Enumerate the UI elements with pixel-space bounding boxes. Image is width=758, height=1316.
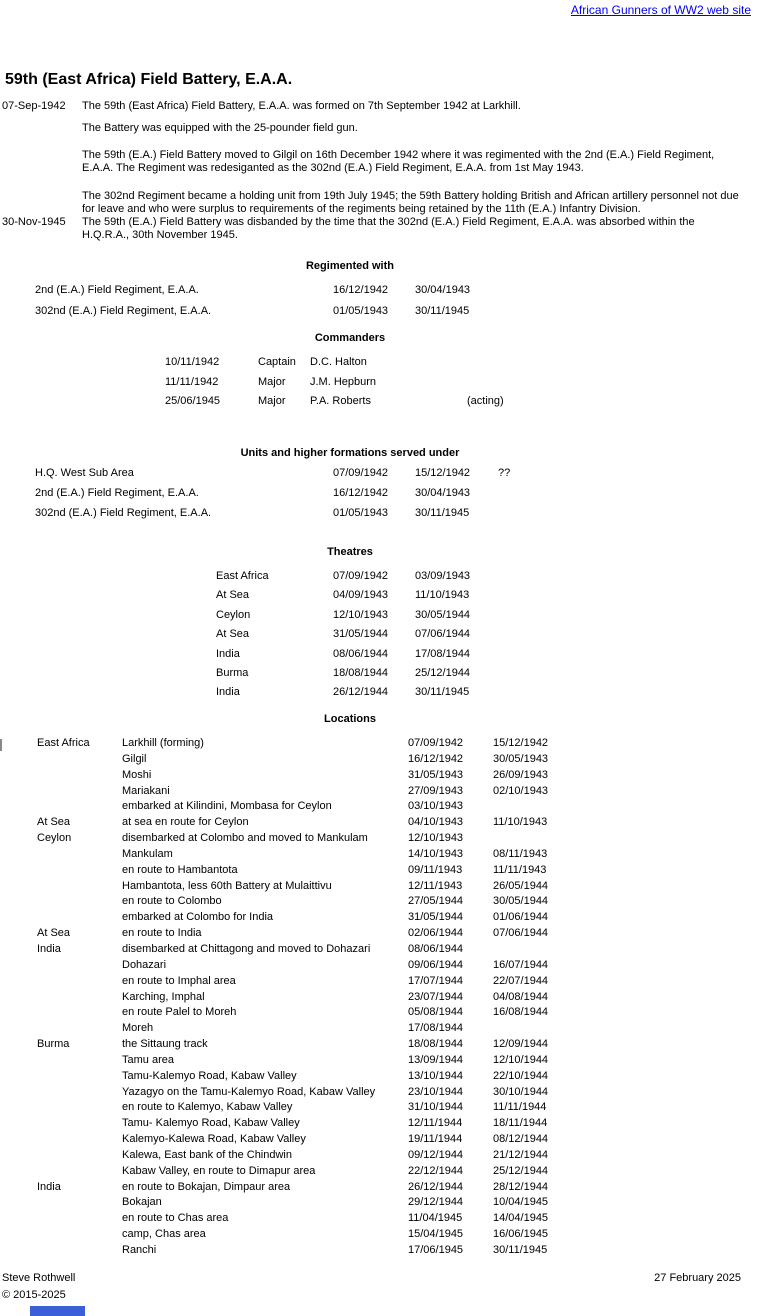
date-to: 30/11/1945	[415, 686, 470, 699]
date-to: 30/05/1943	[493, 752, 549, 765]
theatre-name: At Sea	[216, 628, 250, 641]
date-from: 22/12/1944	[408, 1164, 464, 1177]
date-from: 04/09/1943	[333, 589, 389, 602]
table-row	[37, 831, 578, 847]
theatre-name: Ceylon	[216, 608, 251, 621]
date-from: 31/10/1944	[408, 1101, 464, 1114]
region-label: Burma	[37, 1038, 70, 1051]
footer-copyright: © 2015-2025	[2, 1289, 66, 1301]
unit-name: 2nd (E.A.) Field Regiment, E.A.A.	[35, 487, 199, 499]
table-row	[37, 1211, 578, 1227]
table-row	[37, 784, 578, 800]
history-date	[0, 190, 82, 216]
table-row	[37, 1005, 578, 1021]
date-to: 12/09/1944	[493, 1038, 549, 1051]
commander-name: D.C. Halton	[310, 356, 367, 368]
date-from: 14/10/1943	[408, 847, 464, 860]
date-to: 30/11/1945	[415, 507, 470, 519]
date-to: 11/10/1943	[415, 589, 470, 602]
date-from: 01/05/1943	[333, 507, 389, 519]
date-from: 09/06/1944	[408, 958, 464, 971]
section-title-locations: Locations	[324, 713, 376, 725]
location-description: en route to Hambantota	[122, 863, 238, 876]
table-row	[216, 606, 497, 625]
location-description: Moshi	[122, 768, 152, 781]
section-title-commanders: Commanders	[314, 332, 386, 344]
region-label: At Sea	[37, 927, 71, 940]
location-description: Tamu- Kalemyo Road, Kabaw Valley	[122, 1117, 300, 1130]
date-to: 30/05/1944	[493, 895, 549, 908]
date-to: 30/04/1943	[415, 284, 471, 296]
history-paragraphs	[0, 100, 758, 251]
date-from: 29/12/1944	[408, 1196, 464, 1209]
history-text-line: The 59th (E.A.) Field Battery was disbanded by the time that the 302nd (E.A.) Field Regiment, E.A.A. was absorbed within the	[82, 216, 695, 228]
date-to: 10/04/1945	[493, 1196, 549, 1209]
date-to: 04/08/1944	[493, 990, 549, 1003]
location-description: at sea en route for Ceylon	[122, 816, 249, 829]
theatre-name: East Africa	[216, 570, 269, 582]
date-from: 31/05/1944	[408, 911, 464, 924]
date-to: 22/07/1944	[493, 974, 549, 987]
date-from: 13/10/1944	[408, 1069, 464, 1082]
date-to: 18/11/1944	[493, 1117, 548, 1130]
date-from: 08/06/1944	[333, 647, 389, 660]
date-from: 02/06/1944	[408, 927, 464, 940]
appointment-date: 25/06/1945	[165, 395, 221, 407]
history-paragraph	[0, 216, 758, 242]
region-label: India	[37, 1180, 61, 1193]
date-from: 18/08/1944	[408, 1038, 464, 1051]
date-to: 16/08/1944	[493, 1006, 549, 1019]
date-from: 12/10/1943	[333, 608, 389, 621]
table-row	[37, 1180, 578, 1196]
region-label: Ceylon	[37, 832, 72, 845]
history-paragraph	[0, 122, 758, 135]
history-date: 07-Sep-1942	[2, 100, 66, 112]
date-to: 07/06/1944	[493, 927, 549, 940]
table-row	[37, 768, 578, 784]
location-description: Moreh	[122, 1022, 154, 1035]
table-row	[35, 503, 558, 523]
table-row	[37, 1132, 578, 1148]
table-row	[37, 1069, 578, 1085]
table-row	[37, 1227, 578, 1243]
date-to: 21/12/1944	[493, 1148, 549, 1161]
table-row	[37, 974, 578, 990]
history-text	[82, 100, 752, 113]
table-row	[165, 353, 547, 373]
date-from: 13/09/1944	[408, 1053, 464, 1066]
table-row	[37, 736, 578, 752]
regimented-with-table	[35, 280, 497, 322]
date-to: 25/12/1944	[415, 666, 471, 679]
location-description: the Sittaung track	[122, 1038, 208, 1051]
locations-table	[37, 736, 578, 1259]
location-description: Kabaw Valley, en route to Dimapur area	[122, 1164, 316, 1177]
appointment-date: 11/11/1942	[165, 375, 219, 388]
history-text-line: The 302nd Regiment became a holding unit from 19th July 1945; the 59th Battery holding British and African artillery personnel not due	[82, 190, 739, 202]
date-from: 04/10/1943	[408, 816, 464, 829]
date-from: 11/04/1945	[408, 1212, 463, 1225]
partially-visible-blue-element	[30, 1306, 85, 1316]
note: ??	[498, 467, 511, 479]
date-from: 07/09/1942	[333, 467, 389, 479]
date-to: 26/05/1944	[493, 879, 549, 892]
date-to: 08/11/1943	[493, 847, 548, 860]
location-description: Hambantota, less 60th Battery at Mulaittivu	[122, 879, 332, 892]
location-description: Yazagyo on the Tamu-Kalemyo Road, Kabaw Valley	[122, 1085, 376, 1098]
section-title-units-served-under: Units and higher formations served under	[240, 447, 460, 459]
table-row	[216, 683, 497, 702]
date-from: 26/12/1944	[333, 686, 389, 699]
date-to: 30/05/1944	[415, 608, 471, 621]
theatre-name: At Sea	[216, 589, 250, 602]
table-row	[37, 1053, 578, 1069]
location-description: Mankulam	[122, 847, 173, 860]
history-paragraph	[0, 190, 758, 216]
table-row	[37, 1085, 578, 1101]
history-text-line: E.A.A. The Regiment was redesiganted as the 302nd (E.A.) Field Regiment, E.A.A. from 1st May 1943.	[82, 162, 584, 174]
location-description: Tamu-Kalemyo Road, Kabaw Valley	[122, 1069, 297, 1082]
section-title-theatres: Theatres	[327, 546, 373, 558]
date-to: 12/10/1944	[493, 1053, 549, 1066]
date-from: 15/04/1945	[408, 1228, 464, 1241]
date-to: 11/11/1944	[493, 1101, 547, 1114]
history-date	[0, 122, 82, 135]
date-from: 09/12/1944	[408, 1148, 464, 1161]
table-row	[35, 280, 497, 301]
location-description: disembarked at Chittagong and moved to Dohazari	[122, 942, 371, 955]
location-description: en route to Bokajan, Dimpaur area	[122, 1180, 291, 1193]
table-row	[216, 664, 497, 683]
appointment-date: 10/11/1942	[165, 356, 220, 368]
date-to: 30/10/1944	[493, 1085, 549, 1098]
date-from: 31/05/1943	[408, 768, 464, 781]
table-row	[165, 373, 547, 393]
history-text	[82, 122, 752, 135]
table-row	[37, 1148, 578, 1164]
history-text	[82, 190, 752, 216]
location-description: Larkhill (forming)	[122, 737, 204, 749]
location-description: en route Palel to Moreh	[122, 1006, 237, 1019]
rank: Major	[258, 395, 286, 407]
date-from: 12/11/1943	[408, 879, 463, 892]
history-text-line: The 59th (E.A.) Field Battery moved to Gilgil on 16th December 1942 where it was regimented with the 2nd (E.A.) Field Regiment,	[82, 149, 715, 161]
date-from: 12/11/1944	[408, 1117, 463, 1130]
rank: Major	[258, 375, 286, 388]
table-row	[35, 483, 558, 503]
location-description: Mariakani	[122, 784, 170, 797]
date-to: 14/04/1945	[493, 1212, 549, 1225]
table-row	[37, 752, 578, 768]
location-description: en route to Colombo	[122, 895, 222, 908]
date-from: 26/12/1944	[408, 1180, 464, 1193]
date-to: 30/11/1945	[415, 305, 470, 317]
location-description: Gilgil	[122, 752, 147, 765]
date-from: 07/09/1942	[333, 570, 389, 582]
date-to: 16/07/1944	[493, 958, 549, 971]
section-title-regimented-with: Regimented with	[305, 260, 394, 272]
table-row	[216, 586, 497, 605]
date-from: 07/09/1942	[408, 737, 464, 749]
location-description: en route to India	[122, 927, 202, 940]
date-from: 18/08/1944	[333, 666, 389, 679]
date-from: 27/09/1943	[408, 784, 464, 797]
table-row	[37, 1243, 578, 1259]
table-row	[37, 799, 578, 815]
page-title: 59th (East Africa) Field Battery, E.A.A.	[5, 70, 293, 88]
table-row	[35, 301, 497, 322]
date-from: 12/10/1943	[408, 832, 464, 845]
location-description: disembarked at Colombo and moved to Mankulam	[122, 832, 368, 845]
history-date	[0, 149, 82, 175]
location-description: Karching, Imphal	[122, 990, 205, 1003]
history-text-line: H.Q.R.A., 30th November 1945.	[82, 229, 238, 241]
table-row	[37, 910, 578, 926]
date-to: 02/10/1943	[493, 784, 549, 797]
history-text-line: The Battery was equipped with the 25-pounder field gun.	[82, 122, 358, 134]
table-row	[165, 392, 547, 412]
date-to: 16/06/1945	[493, 1228, 549, 1241]
region-label: At Sea	[37, 816, 71, 829]
date-to: 08/12/1944	[493, 1133, 549, 1146]
region-label: East Africa	[37, 737, 90, 749]
date-to: 07/06/1944	[415, 628, 471, 641]
unit-name: 302nd (E.A.) Field Regiment, E.A.A.	[35, 507, 212, 519]
date-from: 16/12/1942	[333, 284, 389, 296]
date-to: 11/10/1943	[493, 816, 548, 829]
date-from: 08/06/1944	[408, 942, 464, 955]
theatre-name: Burma	[216, 666, 249, 679]
date-from: 23/10/1944	[408, 1085, 464, 1098]
theatre-name: India	[216, 686, 240, 699]
location-description: camp, Chas area	[122, 1228, 206, 1241]
date-to: 15/12/1942	[493, 737, 549, 749]
theatre-name: India	[216, 647, 240, 660]
left-edge-text-fragment	[0, 739, 2, 751]
date-from: 17/07/1944	[408, 974, 464, 987]
date-to: 26/09/1943	[493, 768, 549, 781]
location-description: Ranchi	[122, 1244, 157, 1256]
table-row	[37, 942, 578, 958]
table-row	[216, 645, 497, 664]
history-text	[82, 216, 752, 242]
table-row	[35, 463, 558, 483]
date-to: 30/11/1945	[493, 1244, 548, 1256]
region-label: India	[37, 942, 61, 955]
date-from: 31/05/1944	[333, 628, 389, 641]
theatres-table	[216, 567, 497, 703]
date-to: 15/12/1942	[415, 467, 471, 479]
table-row	[37, 815, 578, 831]
table-row	[37, 1021, 578, 1037]
date-to: 28/12/1944	[493, 1180, 549, 1193]
table-row	[216, 567, 497, 586]
footer-author: Steve Rothwell	[2, 1272, 76, 1284]
history-paragraph	[0, 149, 758, 175]
date-from: 05/08/1944	[408, 1006, 464, 1019]
history-date: 30-Nov-1945	[2, 216, 66, 228]
table-row	[216, 625, 497, 644]
date-from: 16/12/1942	[408, 752, 464, 765]
history-text	[82, 149, 752, 175]
table-row	[37, 894, 578, 910]
date-from: 01/05/1943	[333, 305, 389, 317]
location-description: Bokajan	[122, 1196, 162, 1209]
date-to: 25/12/1944	[493, 1164, 549, 1177]
commanders-table	[165, 353, 547, 412]
date-to: 01/06/1944	[493, 911, 549, 924]
footer-page-date: 27 February 2025	[654, 1272, 741, 1284]
date-to: 30/04/1943	[415, 487, 471, 499]
location-description: embarked at Kilindini, Mombasa for Ceylon	[122, 800, 332, 813]
site-link[interactable]: African Gunners of WW2 web site	[570, 3, 751, 17]
note: (acting)	[467, 395, 504, 407]
location-description: Kalewa, East bank of the Chindwin	[122, 1148, 292, 1161]
table-row	[37, 1116, 578, 1132]
history-text-line: The 59th (East Africa) Field Battery, E.A.A. was formed on 7th September 1942 at Larkhill.	[82, 100, 521, 112]
location-description: Kalemyo-Kalewa Road, Kabaw Valley	[122, 1133, 306, 1146]
table-row	[37, 958, 578, 974]
date-from: 16/12/1942	[333, 487, 389, 499]
location-description: en route to Chas area	[122, 1212, 229, 1225]
table-row	[37, 1037, 578, 1053]
location-description: Dohazari	[122, 958, 167, 971]
date-from: 23/07/1944	[408, 990, 464, 1003]
table-row	[37, 926, 578, 942]
commander-name: J.M. Hepburn	[310, 375, 377, 388]
date-to: 17/08/1944	[415, 647, 471, 660]
history-paragraph	[0, 100, 758, 113]
location-description: en route to Imphal area	[122, 974, 236, 987]
table-row	[37, 863, 578, 879]
commander-name: P.A. Roberts	[310, 395, 371, 407]
date-from: 17/06/1945	[408, 1244, 464, 1256]
date-from: 09/11/1943	[408, 863, 463, 876]
date-from: 03/10/1943	[408, 800, 464, 813]
units-served-under-table	[35, 463, 558, 523]
location-description: Tamu area	[122, 1053, 174, 1066]
table-row	[37, 1100, 578, 1116]
regiment-name: 2nd (E.A.) Field Regiment, E.A.A.	[35, 284, 199, 296]
date-to: 03/09/1943	[415, 570, 471, 582]
date-to: 11/11/1943	[493, 863, 547, 876]
table-row	[37, 1164, 578, 1180]
history-text-line: for leave and who were surplus to requirements of the regiments being retained by the 11th (E.A.) Infantry Division.	[82, 203, 641, 215]
location-description: embarked at Colombo for India	[122, 911, 274, 924]
table-row	[37, 990, 578, 1006]
unit-name: H.Q. West Sub Area	[35, 467, 134, 479]
location-description: en route to Kalemyo, Kabaw Valley	[122, 1101, 293, 1114]
date-from: 27/05/1944	[408, 895, 464, 908]
table-row	[37, 1195, 578, 1211]
date-from: 17/08/1944	[408, 1022, 464, 1035]
date-from: 19/11/1944	[408, 1133, 463, 1146]
date-to: 22/10/1944	[493, 1069, 549, 1082]
rank: Captain	[258, 356, 296, 368]
table-row	[37, 879, 578, 895]
regiment-name: 302nd (E.A.) Field Regiment, E.A.A.	[35, 305, 212, 317]
table-row	[37, 847, 578, 863]
